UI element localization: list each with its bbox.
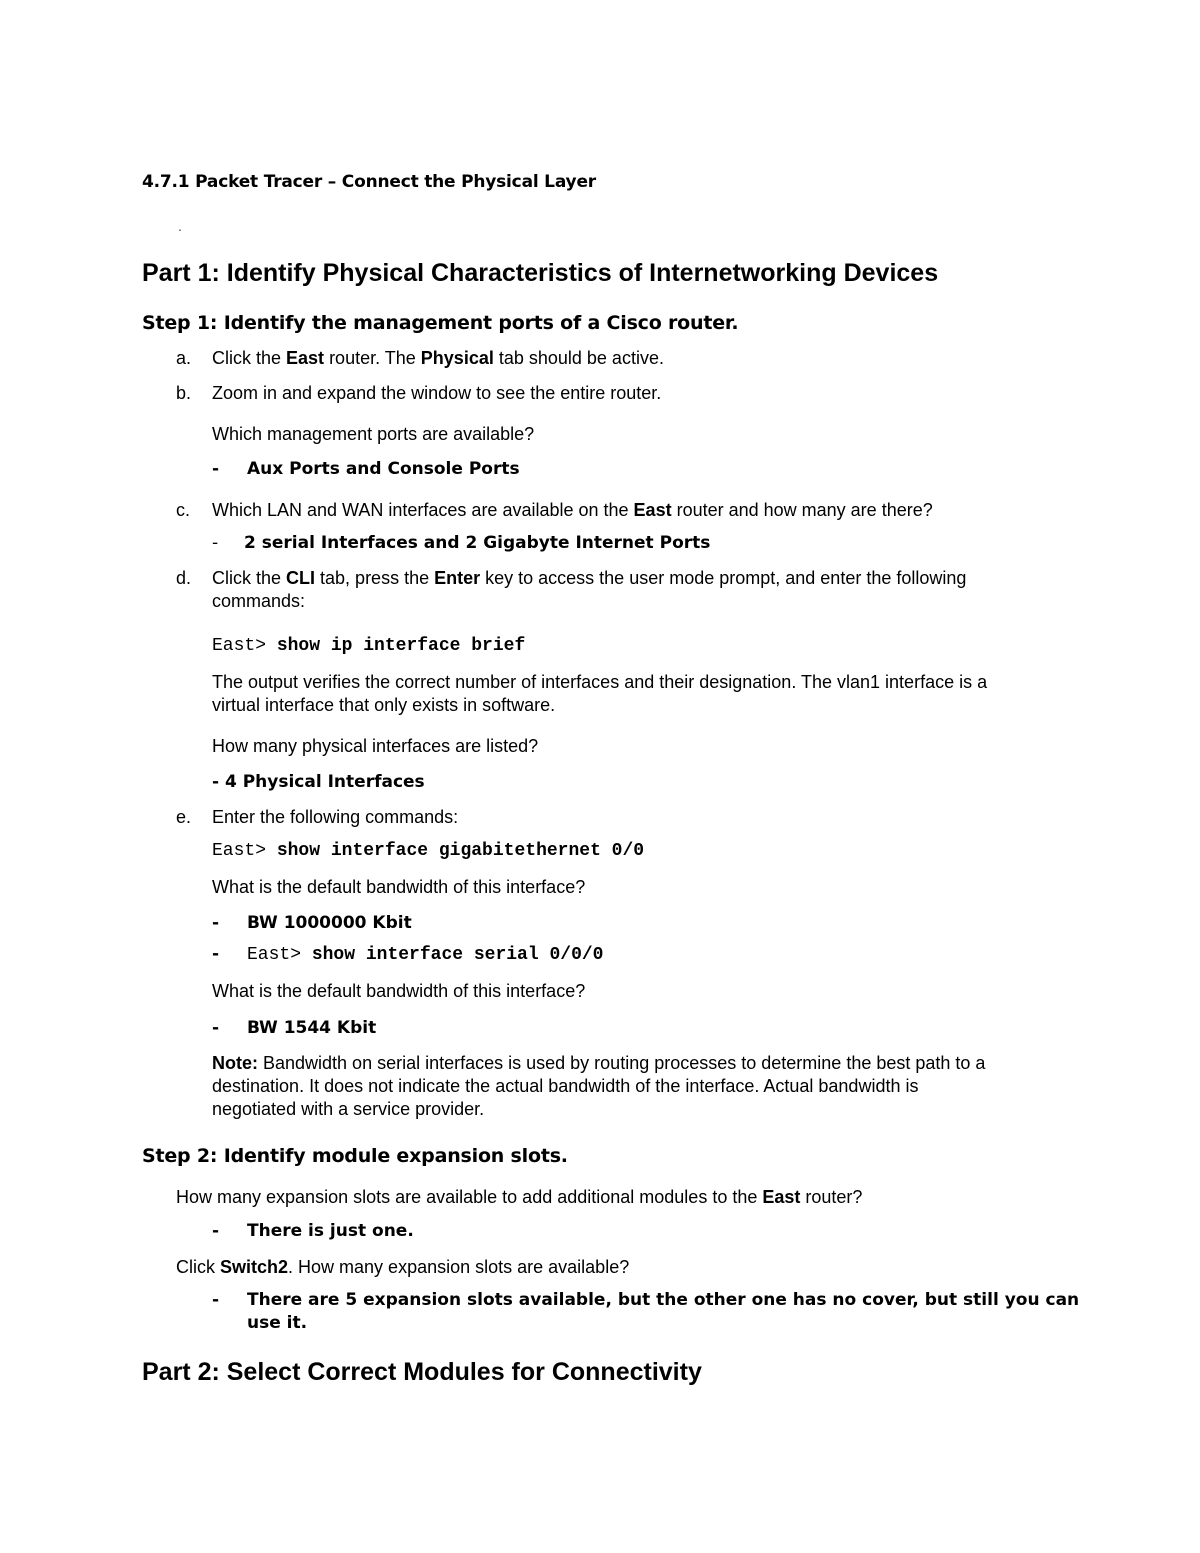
list-item-d-continued: commands: (212, 591, 306, 611)
step2-heading: Step 2: Identify module expansion slots. (142, 1145, 568, 1167)
list-item-c: c. Which LAN and WAN interfaces are available on the East router and how many are there? (176, 500, 933, 520)
question-serial-bandwidth: What is the default bandwidth of this interface? (212, 981, 586, 1001)
answer-interfaces: - 2 serial Interfaces and 2 Gigabyte Internet Ports (212, 533, 711, 553)
question-management-ports: Which management ports are available? (212, 424, 535, 444)
command-show-ip-interface-brief: East> show ip interface brief (212, 636, 526, 656)
answer-physical-interfaces: - 4 Physical Interfaces (212, 772, 425, 792)
answer-gig-bandwidth: - BW 1000000 Kbit (212, 913, 412, 933)
question-gig-bandwidth: What is the default bandwidth of this interface? (212, 877, 586, 897)
list-letter: d. (176, 568, 192, 588)
list-item-b: b. Zoom in and expand the window to see the entire router. (176, 383, 662, 403)
note-label: Note: (212, 1053, 258, 1073)
list-letter: e. (176, 807, 192, 827)
list-letter: b. (176, 383, 192, 403)
document-title: 4.7.1 Packet Tracer – Connect the Physical Layer (142, 172, 596, 192)
question-expansion-slots-east: How many expansion slots are available to add additional modules to the East router? (176, 1187, 863, 1207)
list-item-a: a. Click the East router. The Physical tab should be active. (176, 348, 664, 368)
list-letter: a. (176, 348, 192, 368)
question-physical-interfaces: How many physical interfaces are listed? (212, 736, 539, 756)
list-item-e: e. Enter the following commands: (176, 807, 459, 827)
command-show-interface-gigabitethernet: East> show interface gigabitethernet 0/0 (212, 841, 645, 861)
note-line2: destination. It does not indicate the actual bandwidth of the interface. Actual bandwidth is (212, 1076, 919, 1096)
answer-expansion-slots-switch2: - There are 5 expansion slots available, but the other one has no cover, but still you can (212, 1290, 1080, 1310)
output-description-line1: The output verifies the correct number of interfaces and their designation. The vlan1 interface is a (212, 672, 988, 692)
answer-serial-bandwidth: - BW 1544 Kbit (212, 1018, 377, 1038)
note-line3: negotiated with a service provider. (212, 1099, 485, 1119)
answer-expansion-slots-switch2-line2: use it. (247, 1313, 308, 1333)
note-line1: Note: Bandwidth on serial interfaces is used by routing processes to determine the best path to a (212, 1053, 986, 1073)
answer-management-ports: - Aux Ports and Console Ports (212, 459, 520, 479)
part1-heading: Part 1: Identify Physical Characteristics of Internetworking Devices (142, 259, 939, 287)
list-item-d: d. Click the CLI tab, press the Enter key to access the user mode prompt, and enter the following (176, 568, 967, 588)
output-description-line2: virtual interface that only exists in software. (212, 695, 556, 715)
question-expansion-slots-switch2: Click Switch2. How many expansion slots are available? (176, 1257, 630, 1277)
command-show-interface-serial: - East> show interface serial 0/0/0 (212, 944, 604, 965)
answer-expansion-slots-east: - There is just one. (212, 1221, 414, 1241)
part2-heading: Part 2: Select Correct Modules for Connectivity (142, 1358, 702, 1386)
spacer-dot: . (178, 218, 182, 234)
list-letter: c. (176, 500, 191, 520)
step1-heading: Step 1: Identify the management ports of a Cisco router. (142, 312, 739, 334)
